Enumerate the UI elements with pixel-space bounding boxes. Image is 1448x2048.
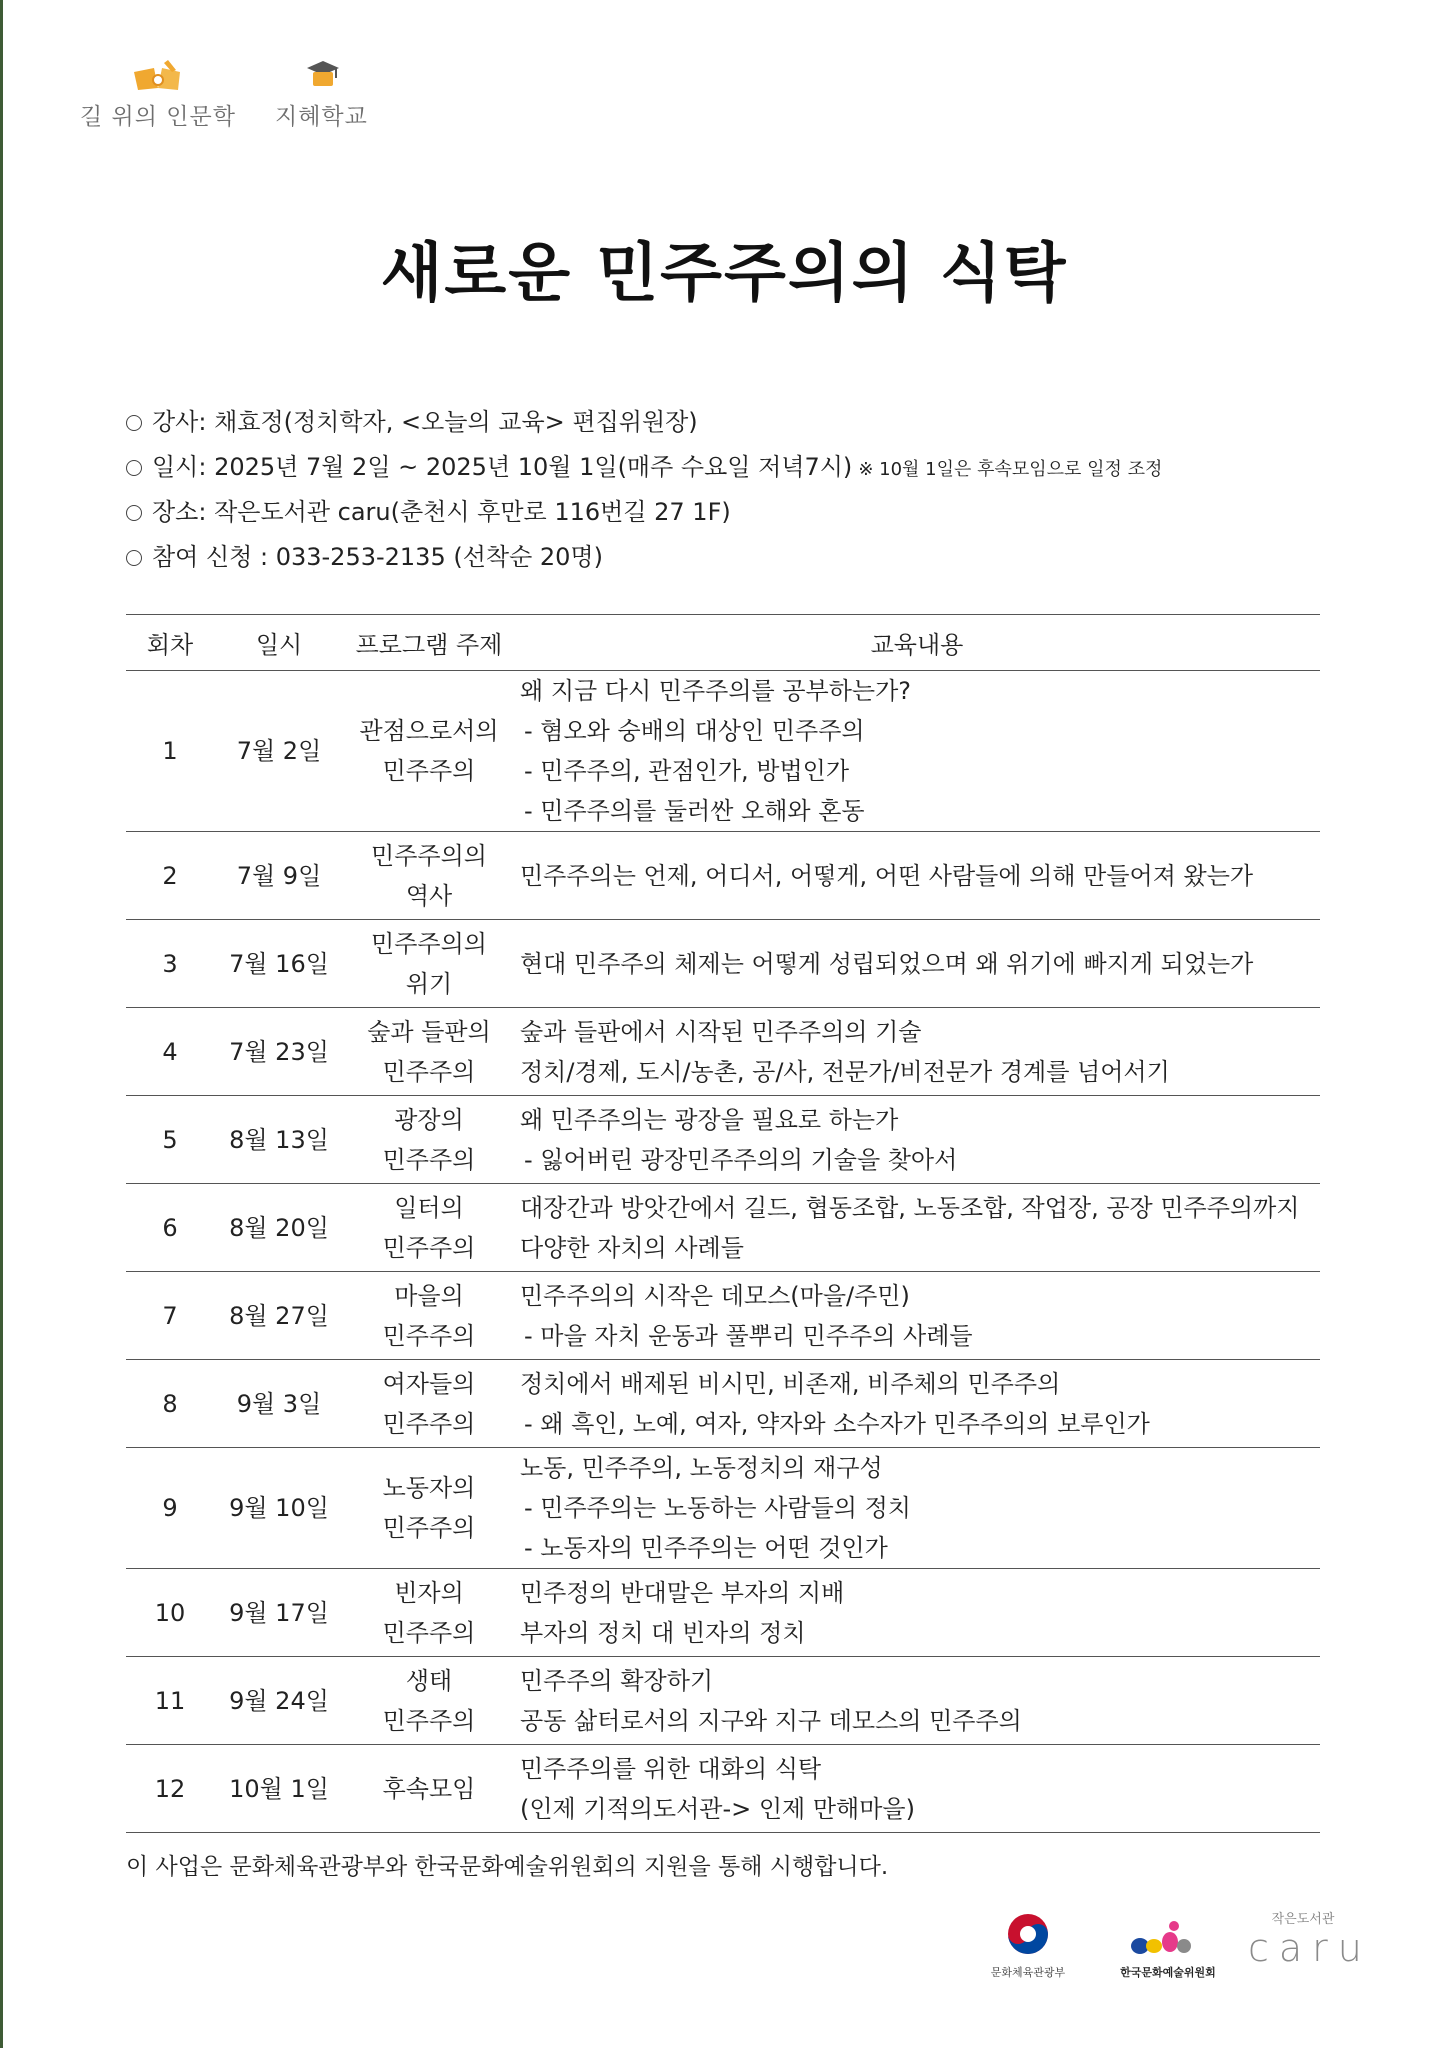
table-row: [126, 832, 1320, 920]
cell-date: 10월 1일: [214, 1745, 344, 1833]
topic-line: 관점으로서의: [359, 717, 499, 745]
cell-content: [514, 1272, 1320, 1360]
cell-session: 12: [126, 1745, 214, 1833]
cell-session: 10: [126, 1569, 214, 1657]
content-line: 현대 민주주의 체제는 어떻게 성립되었으며 왜 위기에 빠지게 되었는가: [520, 949, 1254, 978]
topic-line: 역사: [405, 881, 453, 910]
topic-line: 민주주의: [382, 1618, 476, 1647]
info-place: [126, 490, 1326, 535]
content-line: - 왜 흑인, 노예, 여자, 약자와 소수자가 민주주의의 보루인가: [524, 1409, 1150, 1438]
topic-line: 민주주의: [382, 757, 476, 785]
content-line: (인제 기적의도서관-> 인제 만해마을): [520, 1794, 915, 1823]
content-line: - 민주주의, 관점인가, 방법인가: [524, 757, 850, 785]
table-row: [126, 1360, 1320, 1448]
sponsor-logos: [0, 1900, 1448, 2040]
cell-topic: [344, 1745, 514, 1833]
content-line: - 노동자의 민주주의는 어떤 것인가: [524, 1534, 888, 1562]
content-line: 숲과 들판에서 시작된 민주주의의 기술: [520, 1017, 922, 1046]
cell-content: [514, 1569, 1320, 1657]
topic-line: 민주주의: [382, 1057, 476, 1086]
topic-line: 빈자의: [394, 1578, 464, 1607]
cell-date: 7월 2일: [214, 671, 344, 832]
cell-topic: [344, 671, 514, 832]
cell-date: 8월 20일: [214, 1184, 344, 1272]
cell-content: [514, 1096, 1320, 1184]
topic-line: 민주주의의: [371, 929, 487, 958]
topic-line: 민주주의: [382, 1233, 476, 1262]
topic-line: 후속모임: [382, 1774, 476, 1803]
topic-line: 숲과 들판의: [367, 1017, 491, 1046]
cell-date: 8월 27일: [214, 1272, 344, 1360]
cell-content: [514, 1184, 1320, 1272]
cell-topic: [344, 1448, 514, 1569]
cell-topic: [344, 1360, 514, 1448]
circle-bullet-icon: [126, 415, 142, 431]
content-line: - 마을 자치 운동과 풀뿌리 민주주의 사례들: [524, 1321, 973, 1350]
arko-dots-icon: [1118, 1916, 1218, 1960]
header-topic: 프로그램 주제: [344, 615, 514, 671]
table-row: [126, 1569, 1320, 1657]
content-line: 민주주의 확장하기: [520, 1666, 714, 1695]
cell-topic: [344, 1096, 514, 1184]
table-row: [126, 1184, 1320, 1272]
content-line: 대장간과 방앗간에서 길드, 협동조합, 노동조합, 작업장, 공장 민주주의까지: [520, 1193, 1300, 1222]
cell-date: 9월 10일: [214, 1448, 344, 1569]
header-logos: [80, 58, 380, 128]
graduation-cap-icon: [303, 58, 343, 92]
info-datetime: [126, 445, 1326, 490]
cell-topic: [344, 1184, 514, 1272]
topic-line: 여자들의: [382, 1369, 476, 1398]
content-line: 민주주의를 위한 대화의 식탁: [520, 1754, 822, 1783]
cell-date: 9월 17일: [214, 1569, 344, 1657]
cell-topic: [344, 1657, 514, 1745]
cell-topic: [344, 832, 514, 920]
caru-small-text: 작은도서관: [1271, 1912, 1335, 1927]
header-date: 일시: [214, 615, 344, 671]
content-line: 민주주의의 시작은 데모스(마을/주민): [520, 1281, 910, 1310]
topic-line: 광장의: [394, 1105, 464, 1134]
schedule-body: [126, 671, 1320, 1833]
content-line: 공동 삶터로서의 지구와 지구 데모스의 민주주의: [520, 1706, 1022, 1735]
content-line: 왜 민주주의는 광장을 필요로 하는가: [520, 1105, 899, 1134]
circle-bullet-icon: [126, 550, 142, 566]
footer-note: 이 사업은 문화체육관광부와 한국문화예술위원회의 지원을 통해 시행합니다.: [126, 1854, 889, 1880]
cell-session: 4: [126, 1008, 214, 1096]
cell-topic: [344, 1272, 514, 1360]
topic-line: 민주주의: [382, 1409, 476, 1438]
topic-line: 민주주의: [382, 1321, 476, 1350]
table-row: [126, 1096, 1320, 1184]
header-session: 회차: [126, 615, 214, 671]
cell-date: 8월 13일: [214, 1096, 344, 1184]
cell-topic: [344, 920, 514, 1008]
cell-content: [514, 1657, 1320, 1745]
logo-right-text: 지혜학교: [275, 104, 368, 130]
table-row: [126, 920, 1320, 1008]
content-line: 다양한 자치의 사례들: [520, 1233, 744, 1262]
content-line: 민주주의는 언제, 어디서, 어떻게, 어떤 사람들에 의해 만들어져 왔는가: [520, 861, 1254, 890]
cell-content: [514, 1745, 1320, 1833]
mcst-caption: 문화체육관광부: [990, 1966, 1066, 1979]
circle-bullet-icon: [126, 460, 142, 476]
mcst-logo: [978, 1910, 1074, 1990]
logo-humanities-on-the-road: [80, 58, 240, 128]
cell-session: 7: [126, 1272, 214, 1360]
content-line: 정치에서 배제된 비시민, 비존재, 비주체의 민주주의: [520, 1369, 1061, 1398]
table-row: [126, 1657, 1320, 1745]
page-title: 새로운 민주주의의 식탁: [380, 237, 1068, 311]
info-instructor-text: 강사: 채효정(정치학자, <오늘의 교육> 편집위원장): [152, 408, 698, 436]
topic-line: 일터의: [394, 1193, 464, 1222]
table-row: [126, 1745, 1320, 1833]
cell-content: [514, 832, 1320, 920]
info-apply-text: 참여 신청 : 033-253-2135 (선착순 20명): [152, 543, 603, 571]
cell-session: 8: [126, 1360, 214, 1448]
header-content: 교육내용: [514, 615, 1320, 671]
circle-bullet-icon: [126, 505, 142, 521]
table-row: [126, 1448, 1320, 1569]
cell-session: 11: [126, 1657, 214, 1745]
book-logo-icon: [128, 58, 188, 92]
topic-line: 생태: [405, 1666, 453, 1695]
cell-session: 3: [126, 920, 214, 1008]
content-line: - 혐오와 숭배의 대상인 민주주의: [524, 717, 865, 745]
cell-session: 9: [126, 1448, 214, 1569]
info-place-text: 장소: 작은도서관 caru(춘천시 후만로 116번길 27 1F): [152, 498, 731, 526]
cell-topic: [344, 1008, 514, 1096]
info-apply: [126, 535, 1326, 580]
schedule-table: [126, 614, 1320, 1833]
topic-line: 민주주의: [382, 1145, 476, 1174]
topic-line: 위기: [405, 969, 453, 998]
content-line: - 잃어버린 광장민주주의의 기술을 찾아서: [524, 1145, 958, 1174]
cell-date: 9월 24일: [214, 1657, 344, 1745]
content-line: - 민주주의를 둘러싼 오해와 혼동: [524, 797, 865, 825]
cell-date: 7월 9일: [214, 832, 344, 920]
topic-line: 민주주의: [382, 1706, 476, 1735]
cell-content: [514, 1360, 1320, 1448]
topic-line: 마을의: [394, 1281, 464, 1310]
logo-left-text: 길 위의 인문학: [80, 104, 236, 130]
table-row: [126, 1272, 1320, 1360]
info-datetime-note: ※ 10월 1일은 후속모임으로 일정 조정: [858, 459, 1163, 480]
info-instructor: [126, 400, 1326, 445]
cell-content: [514, 920, 1320, 1008]
logo-wisdom-school: [275, 58, 385, 128]
content-line: 정치/경제, 도시/농촌, 공/사, 전문가/비전문가 경계를 넘어서기: [520, 1057, 1170, 1086]
topic-line: 민주주의: [382, 1514, 476, 1542]
taegeuk-logo-icon: [978, 1910, 1078, 1962]
caru-logo: [1248, 1908, 1372, 1988]
info-list: [126, 400, 1326, 580]
cell-date: 9월 3일: [214, 1360, 344, 1448]
arko-logo: [1118, 1916, 1218, 1990]
caru-big-text: caru: [1248, 1926, 1372, 1970]
content-line: 민주정의 반대말은 부자의 지배: [520, 1578, 845, 1607]
table-row: [126, 1008, 1320, 1096]
info-datetime-text: 일시: 2025년 7월 2일 ~ 2025년 10월 1일(매주 수요일 저녁7시): [152, 453, 853, 481]
cell-session: 2: [126, 832, 214, 920]
table-row: [126, 671, 1320, 832]
arko-caption: 한국문화예술위원회: [1120, 1966, 1216, 1979]
cell-content: [514, 1008, 1320, 1096]
cell-date: 7월 16일: [214, 920, 344, 1008]
cell-date: 7월 23일: [214, 1008, 344, 1096]
cell-content: [514, 1448, 1320, 1569]
cell-topic: [344, 1569, 514, 1657]
cell-session: 5: [126, 1096, 214, 1184]
content-line: 부자의 정치 대 빈자의 정치: [520, 1618, 806, 1647]
cell-session: 1: [126, 671, 214, 832]
content-line: 왜 지금 다시 민주주의를 공부하는가?: [520, 677, 912, 705]
topic-line: 노동자의: [382, 1474, 476, 1502]
cell-session: 6: [126, 1184, 214, 1272]
table-header-row: [126, 615, 1320, 671]
content-line: - 민주주의는 노동하는 사람들의 정치: [524, 1494, 911, 1522]
content-line: 노동, 민주주의, 노동정치의 재구성: [520, 1454, 883, 1482]
topic-line: 민주주의의: [371, 841, 487, 870]
cell-content: [514, 671, 1320, 832]
